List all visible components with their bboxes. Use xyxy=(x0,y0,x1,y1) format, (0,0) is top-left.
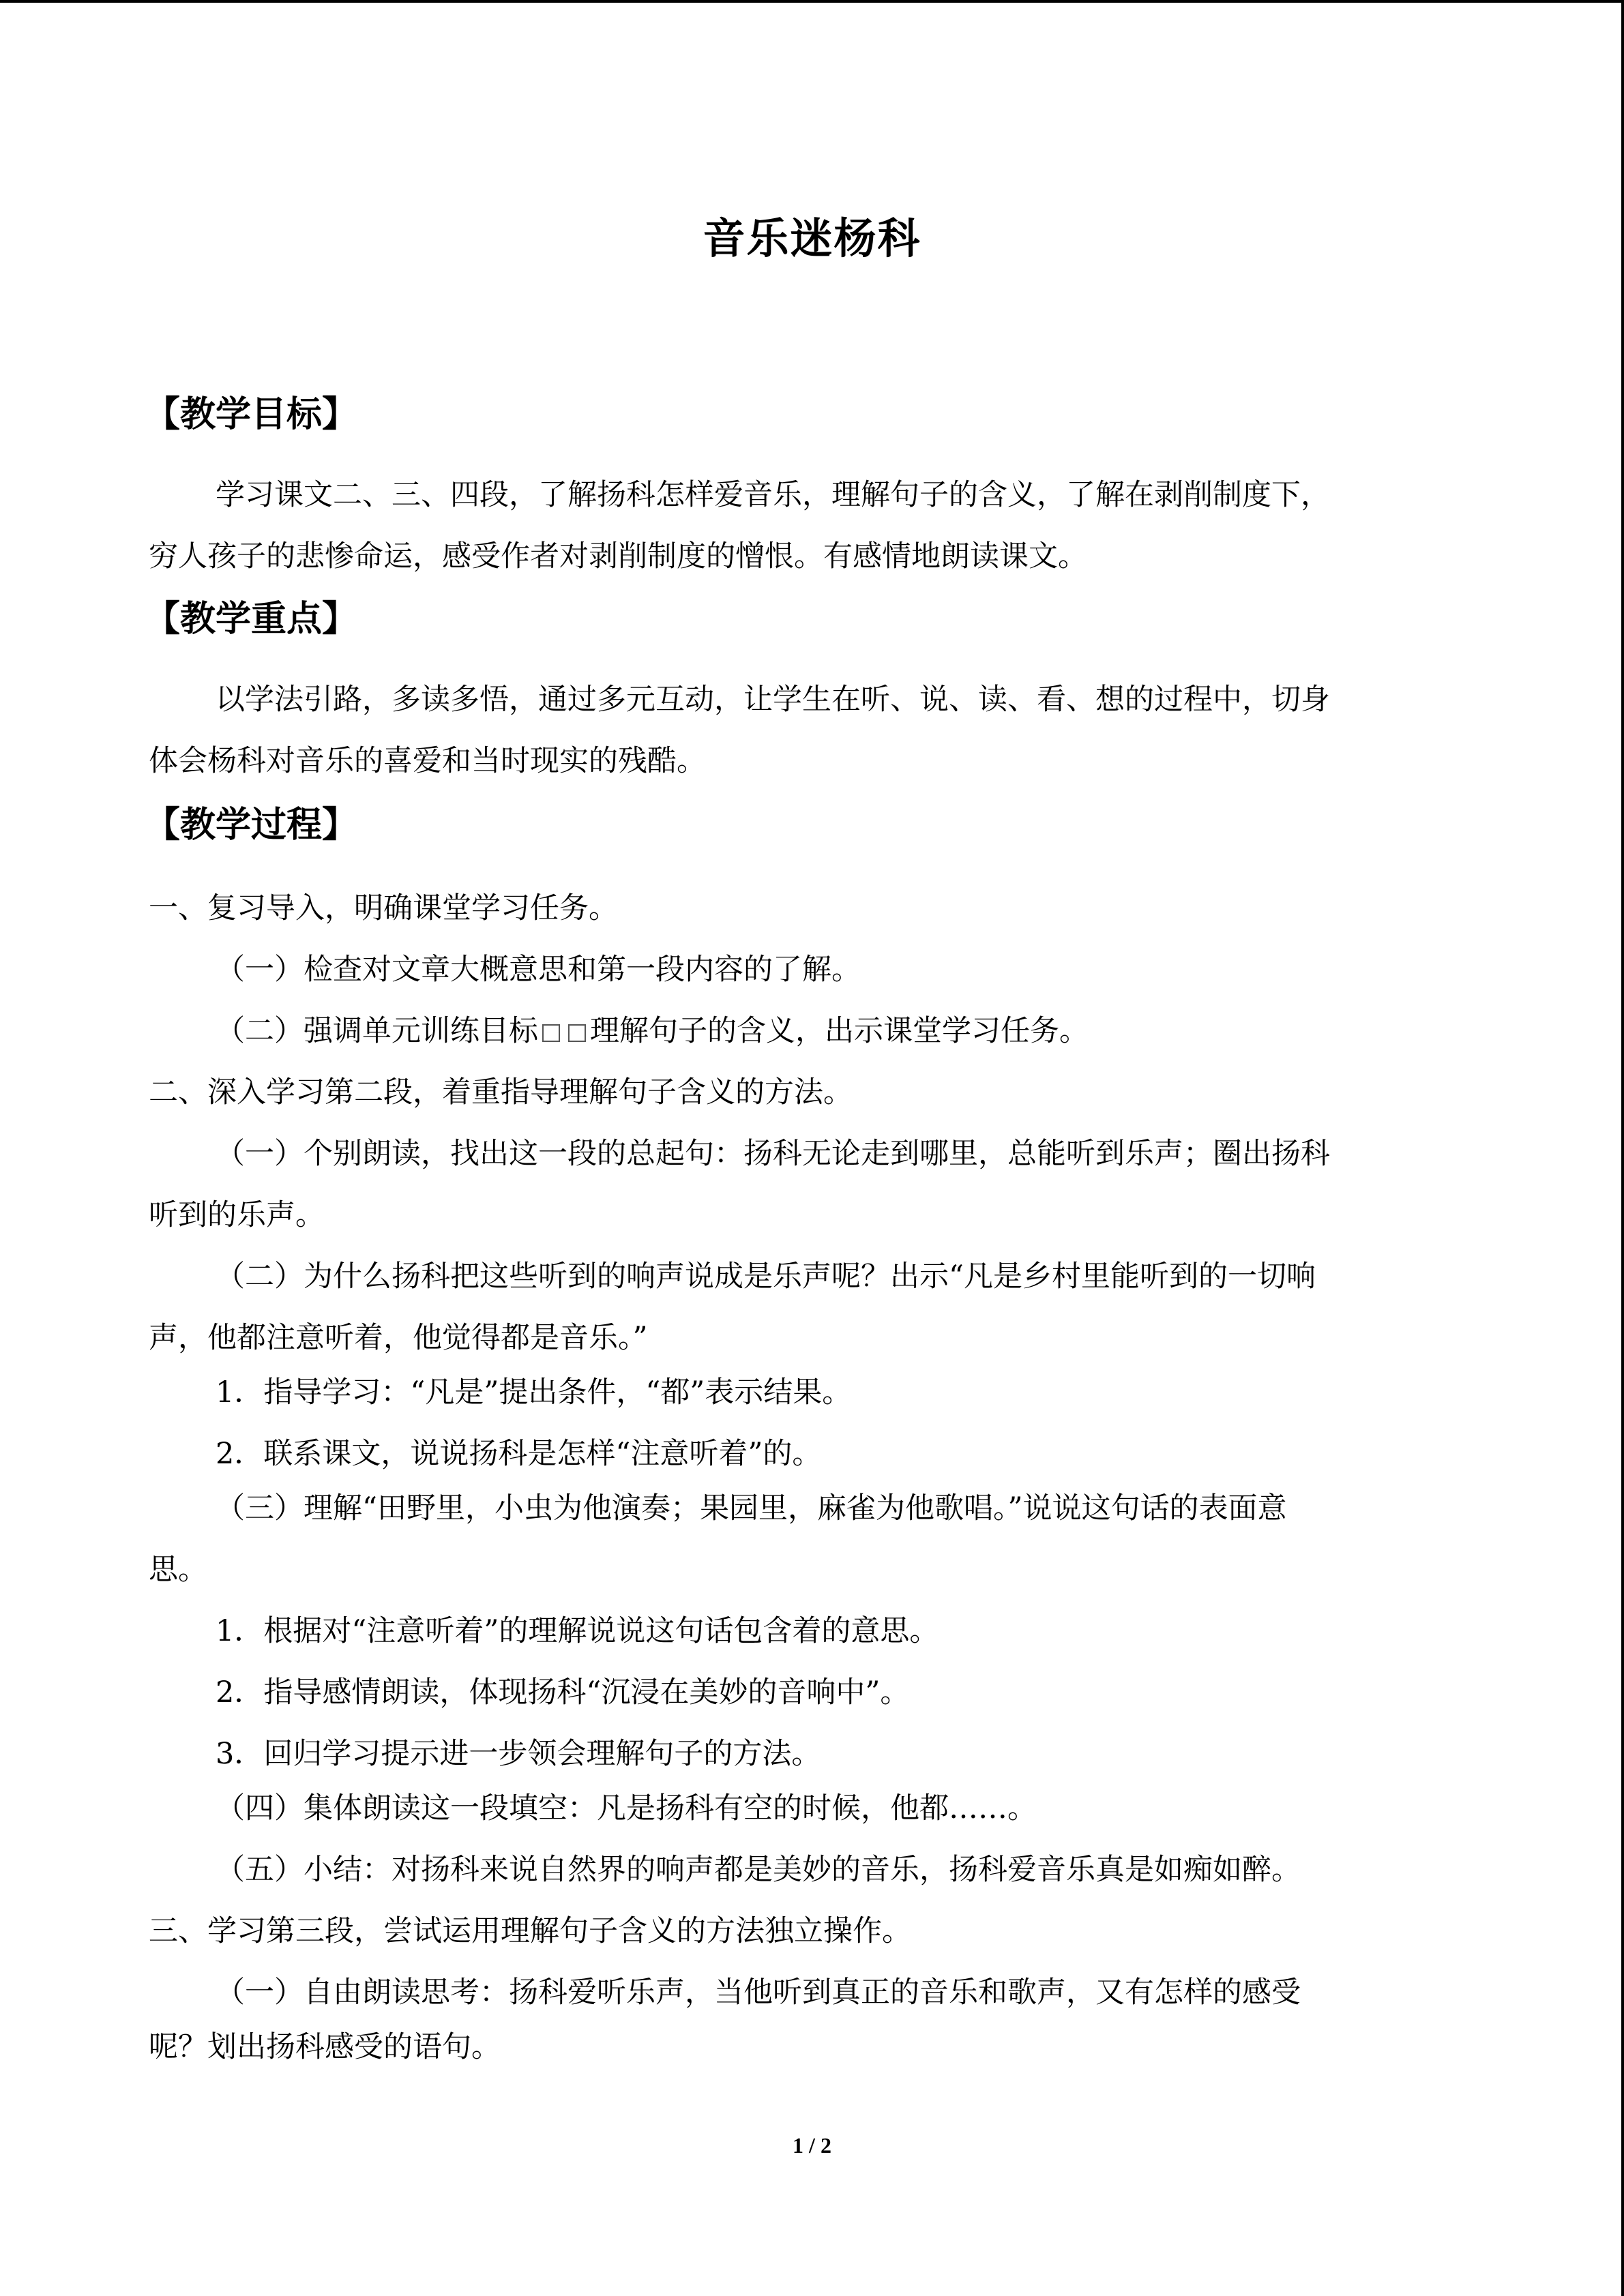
process-step-2-2-line-1: （二）为什么扬科把这些听到的响声说成是乐声呢？出示“凡是乡村里能听到的一切响 xyxy=(216,1259,1316,1294)
process-step-2-5: （五）小结：对扬科来说自然界的响声都是美妙的音乐，扬科爱音乐真是如痴如醉。 xyxy=(216,1853,1301,1887)
process-step-2-1-line-1: （一）个别朗读，找出这一段的总起句：扬科无论走到哪里，总能听到乐声；圈出扬科 xyxy=(216,1137,1330,1171)
process-step-3: 三、学习第三段，尝试运用理解句子含义的方法独立操作。 xyxy=(149,1914,911,1948)
heading-teaching-focus: 【教学重点】 xyxy=(145,599,358,640)
process-step-1: 一、复习导入，明确课堂学习任务。 xyxy=(149,891,618,925)
document-title: 音乐迷杨科 xyxy=(703,213,921,263)
process-step-2-3-item-2: 2．指导感情朗读，体现扬科“沉浸在美妙的音响中”。 xyxy=(216,1675,910,1710)
process-step-3-1-line-2: 呢？划出扬科感受的语句。 xyxy=(149,2030,501,2064)
process-step-2-3-item-1: 1．根据对“注意听着”的理解说说这句话包含着的意思。 xyxy=(216,1614,939,1648)
process-step-2-3-line-1: （三）理解“田野里，小虫为他演奏；果园里，麻雀为他歌唱。”说说这句话的表面意 xyxy=(216,1491,1287,1525)
goals-paragraph-line-2: 穷人孩子的悲惨命运，感受作者对剥削制度的憎恨。有感情地朗读课文。 xyxy=(149,539,1087,573)
process-step-2-4: （四）集体朗读这一段填空：凡是扬科有空的时候，他都……。 xyxy=(216,1791,1037,1825)
process-step-2-2-item-1: 1．指导学习：“凡是”提出条件，“都”表示结果。 xyxy=(216,1375,852,1410)
heading-teaching-process: 【教学过程】 xyxy=(145,805,358,846)
heading-teaching-goals: 【教学目标】 xyxy=(145,394,358,435)
process-step-1-1: （一）检查对文章大概意思和第一段内容的了解。 xyxy=(216,953,861,987)
process-step-2-2-line-2: 声，他都注意听着，他觉得都是音乐。” xyxy=(149,1321,648,1355)
page-number: 1 / 2 xyxy=(793,2133,831,2158)
process-step-3-1-line-1: （一）自由朗读思考：扬科爱听乐声，当他听到真正的音乐和歌声，又有怎样的感受 xyxy=(216,1976,1301,2010)
process-step-1-2-part-b: 理解句子的含义，出示课堂学习任务。 xyxy=(590,1014,1089,1048)
focus-paragraph-line-1: 以学法引路，多读多悟，通过多元互动，让学生在听、说、读、看、想的过程中，切身 xyxy=(216,683,1330,717)
missing-glyph-box xyxy=(568,1024,586,1042)
process-step-2-1-line-2: 听到的乐声。 xyxy=(149,1198,325,1232)
process-step-2-2-item-2: 2．联系课文，说说扬科是怎样“注意听着”的。 xyxy=(216,1437,822,1471)
process-step-2: 二、深入学习第二段，着重指导理解句子含义的方法。 xyxy=(149,1075,853,1109)
focus-paragraph-line-2: 体会杨科对音乐的喜爱和当时现实的残酷。 xyxy=(149,744,706,778)
page-border-top xyxy=(0,0,1624,3)
missing-glyph-box xyxy=(542,1024,560,1042)
process-step-2-3-item-3: 3．回归学习提示进一步领会理解句子的方法。 xyxy=(216,1737,821,1771)
goals-paragraph-line-1: 学习课文二、三、四段，了解扬科怎样爱音乐，理解句子的含义，了解在剥削制度下， xyxy=(216,478,1330,512)
page-border-right xyxy=(1621,0,1624,2296)
process-step-1-2 xyxy=(216,1011,1089,1052)
process-step-1-2-part-a: （二）强调单元训练目标 xyxy=(216,1014,538,1048)
process-step-2-3-line-2: 思。 xyxy=(149,1553,207,1587)
